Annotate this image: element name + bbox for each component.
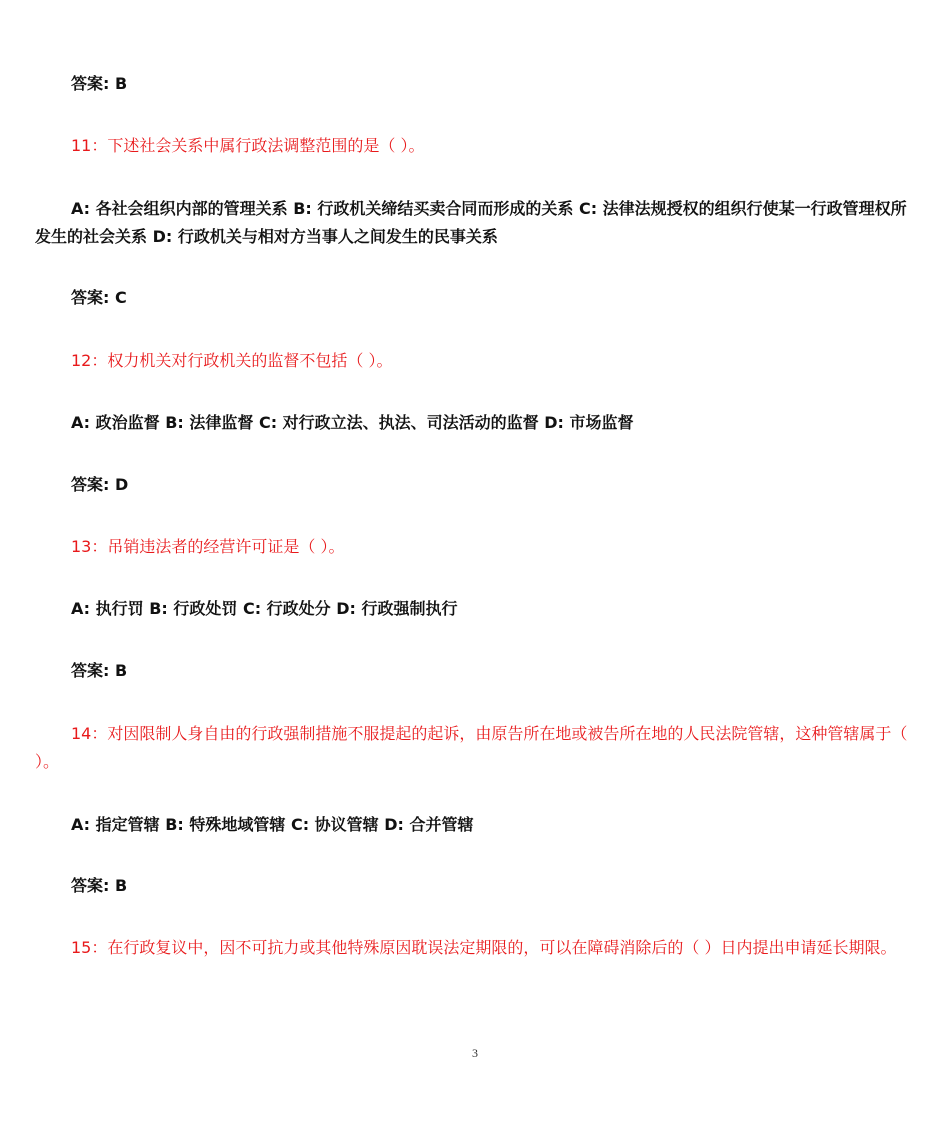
options-13: A: 执行罚 B: 行政处罚 C: 行政处分 D: 行政强制执行 — [71, 599, 458, 618]
options-12: A: 政治监督 B: 法律监督 C: 对行政立法、执法、司法活动的监督 D: 市场监督 — [71, 413, 634, 432]
answer-12: 答案: D — [71, 475, 129, 494]
answer-14: 答案: B — [71, 876, 128, 895]
answer-10: 答案: B — [71, 74, 128, 93]
options-11: A: 各社会组织内部的管理关系 B: 行政机关缔结买卖合同而形成的关系 C: 法律法规授权的组织行使某一行政管理权所发生的社会关系 D: 行政机关与相对方当事人之间发生的民事关系 — [35, 199, 907, 246]
answer-11: 答案: C — [71, 288, 127, 307]
question-14: 14：对因限制人身自由的行政强制措施不服提起的起诉，由原告所在地或被告所在地的人民法院管辖，这种管辖属于（ ）。 — [35, 724, 908, 771]
options-14: A: 指定管辖 B: 特殊地域管辖 C: 协议管辖 D: 合并管辖 — [71, 815, 474, 834]
question-12: 12：权力机关对行政机关的监督不包括（ ）。 — [71, 351, 393, 370]
page-number: 3 — [472, 1046, 478, 1060]
question-15: 15：在行政复议中，因不可抗力或其他特殊原因耽误法定期限的，可以在障碍消除后的（ ）日内提出申请延长期限。 — [71, 938, 897, 957]
answer-13: 答案: B — [71, 661, 128, 680]
question-11: 11：下述社会关系中属行政法调整范围的是（ ）。 — [71, 136, 425, 155]
question-13: 13：吊销违法者的经营许可证是（ ）。 — [71, 537, 345, 556]
